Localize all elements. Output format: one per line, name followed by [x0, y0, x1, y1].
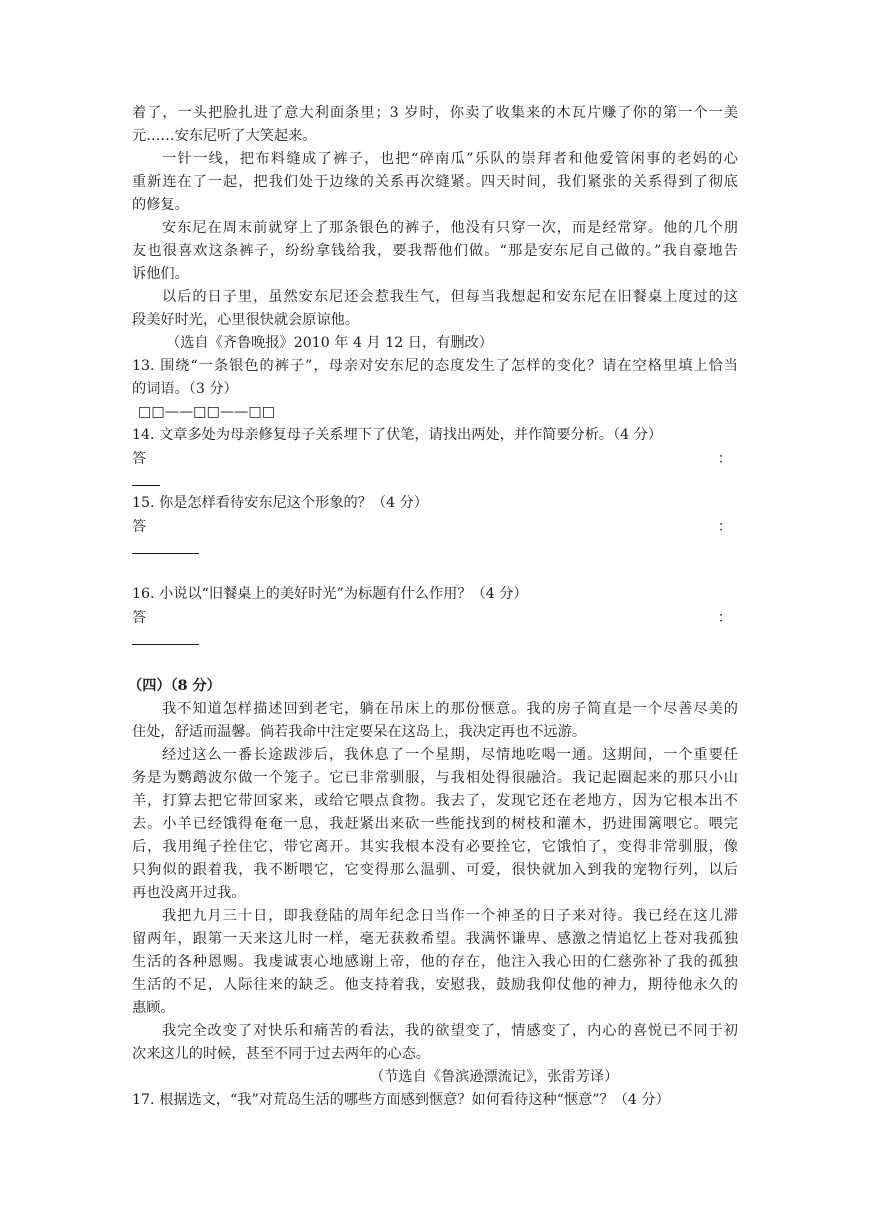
answer-row-15 — [132, 516, 738, 539]
text-line: 诉他们。 — [132, 266, 189, 282]
text-line: 我不知道怎样描述回到老宅，躺在吊床上的那份惬意。我的房子简直是一个尽善尽美的 — [162, 701, 738, 717]
answer-row-16 — [132, 607, 738, 630]
question-17: 17. 根据选文，“我”对荒岛生活的哪些方面感到惬意？如何看待这种“惬意”？（4 分） — [132, 1092, 670, 1108]
text-line: 只狗似的跟着我，我不断喂它，它变得那么温驯、可爱，很快就加入到我的宠物行列，以后 — [132, 862, 738, 878]
answer-row-14 — [132, 448, 738, 471]
text-line: 经过这么一番长途跋涉后，我休息了一个星期，尽情地吃喝一通。这期间，一个重要任 — [162, 747, 738, 763]
text-line: 去。小羊已经饿得奄奄一息，我赶紧出来砍一些能找到的树枝和灌木，扔进围篱喂它。喂完 — [132, 816, 738, 832]
text-line: 生活的不足，人际往来的缺乏。他支持着我，安慰我，鼓励我仰仗他的神力，期待他永久的 — [132, 977, 738, 993]
section-heading: （四）（8 分） — [128, 678, 221, 694]
text-line: 安东尼在周末前就穿上了那条银色的裤子，他没有只穿一次，而是经常穿。他的几个朋 — [162, 220, 738, 236]
question-13: 13. 围绕“一条银色的裤子”，母亲对安东尼的态度发生了怎样的变化？请在空格里填上恰当 — [132, 358, 738, 374]
text-line: 生活的各种恩赐。我虔诚衷心地感谢上帝，他的存在，他注入我心田的仁慈弥补了我的孤独 — [132, 954, 738, 970]
text-line: 后，我用绳子拴住它，带它离开。其实我根本没有必要拴它，它饿怕了，变得非常驯服，像 — [132, 839, 738, 855]
text-line: 友也很喜欢这条裤子，纷纷拿钱给我，要我帮他们做。“那是安东尼自己做的。”我自豪地告 — [132, 243, 738, 259]
text-line: 住处，舒适而温馨。倘若我命中注定要呆在这岛上，我决定再也不远游。 — [132, 724, 587, 740]
text-line: 重新连在了一起，把我们处于边缘的关系再次缝紧。四天时间，我们紧张的关系得到了彻底 — [132, 174, 738, 190]
answer-label: 答 — [132, 519, 147, 535]
answer-label: 答 — [132, 451, 147, 467]
answer-underline — [132, 485, 160, 486]
source-note: （选自《齐鲁晚报》2010 年 4 月 12 日，有删改） — [166, 335, 493, 351]
text-line: 我把九月三十日，即我登陆的周年纪念日当作一个神圣的日子来对待。我已经在这儿滞 — [162, 908, 738, 924]
text-line: 以后的日子里，虽然安东尼还会惹我生气，但每当我想起和安东尼在旧餐桌上度过的这 — [162, 289, 738, 305]
text-line: 元……安东尼听了大笑起来。 — [132, 128, 317, 144]
answer-colon: ： — [717, 451, 732, 467]
answer-colon: ： — [717, 610, 732, 626]
text-line: 再也没离开过我。 — [132, 885, 246, 901]
answer-colon: ： — [717, 519, 732, 535]
answer-underline — [132, 644, 199, 645]
question-14: 14. 文章多处为母亲修复母子关系埋下了伏笔，请找出两处，并作简要分析。（4 分） — [132, 427, 663, 443]
text-line: 羊，打算去把它带回家来，或给它喂点食物。我去了，发现它还在老地方，因为它根本出不 — [132, 793, 738, 809]
text-line: 段美好时光，心里很快就会原谅他。 — [132, 312, 360, 328]
fill-in-blanks: □□——□□——□□ — [138, 404, 276, 420]
source-note: （节选自《鲁滨逊漂流记》，张雷芳译） — [370, 1069, 619, 1085]
text-line: 留两年，跟第一天来这儿时一样，毫无获救希望。我满怀谦卑、感激之情追忆上苍对我孤独 — [132, 931, 738, 947]
question-15: 15. 你是怎样看待安东尼这个形象的？（4 分） — [132, 495, 428, 511]
answer-underline — [132, 553, 199, 554]
text-line: 次来这儿的时候，甚至不同于过去两年的心态。 — [132, 1046, 430, 1062]
text-line: 惠顾。 — [132, 1000, 175, 1016]
text-line: 着了，一头把脸扎进了意大利面条里；3 岁时，你卖了收集来的木瓦片赚了你的第一个一美 — [132, 105, 738, 121]
text-line: 我完全改变了对快乐和痛苦的看法，我的欲望变了，情感变了，内心的喜悦已不同于初 — [162, 1023, 738, 1039]
question-13-cont: 的词语。（3 分） — [132, 381, 238, 397]
answer-label: 答 — [132, 610, 147, 626]
question-16: 16. 小说以“旧餐桌上的美好时光”为标题有什么作用？（4 分） — [132, 586, 528, 602]
text-line: 一针一线，把布料缝成了裤子，也把“碎南瓜”乐队的崇拜者和他爱管闲事的老妈的心 — [162, 151, 738, 167]
text-line: 务是为鹦鹉波尔做一个笼子。它已非常驯服，与我相处得很融洽。我记起圈起来的那只小山 — [132, 770, 738, 786]
text-line: 的修复。 — [132, 197, 189, 213]
